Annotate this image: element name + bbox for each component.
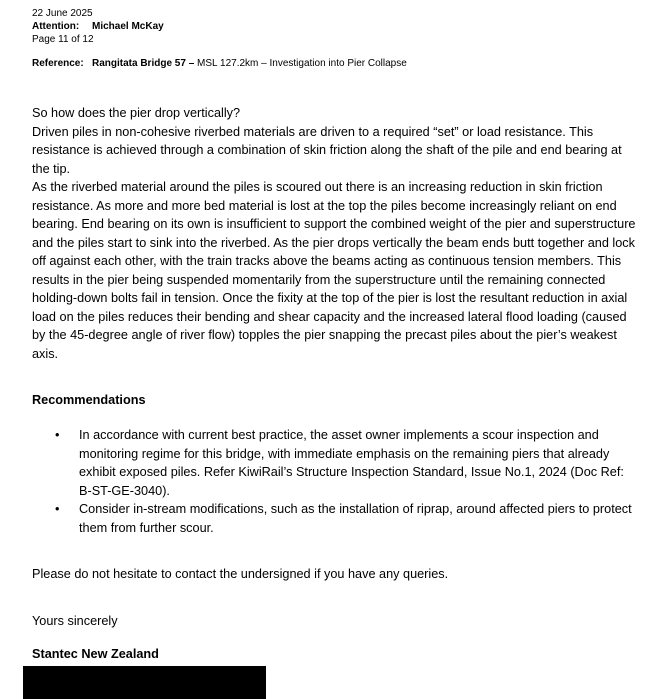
body-paragraph-1: So how does the pier drop vertically? Driven piles in non-cohesive riverbed materials are driven to a required “set” or load resistance. This resistance is achieved through a combination of skin friction along the shaft of the pile and end bearing at the tip. [32, 106, 622, 176]
attention-value: Michael McKay [92, 21, 164, 32]
recommendations-list [32, 426, 640, 537]
bullet-icon: • [55, 502, 60, 516]
attention-label: Attention: [32, 21, 80, 32]
list-item-text: Consider in-stream modifications, such as the installation of riprap, around affected piers to protect them from further scour. [79, 502, 632, 535]
contact-sentence: Please do not hesitate to contact the undersigned if you have any queries. [32, 567, 449, 581]
body-paragraph-2: As the riverbed material around the piles is scoured out there is an increasing reduction in skin friction resistance. As more and more bed material is lost at the top the piles become increasingly reliant on end bearing. End bearing on its own is insufficient to support the combined weight of the pier and superstructure and the piles start to sink into the riverbed. As the pier drops vertically the beam ends butt together and lock off against each other, with the train tracks above the beams acting as continuous tension members. This results in the pier being suspended momentarily from the superstructure until the remaining connected holding-down bolts fail in tension. Once the fixity at the top of the pier is lost the resultant reduction in axial load on the piles reduces their bending and shear capacity and the increased lateral flood loading (caused by the 45-degree angle of river flow) topples the pier snapping the precast piles about the pier’s weakest axis. [32, 180, 636, 361]
list-item-text: In accordance with current best practice, the asset owner implements a scour inspection and monitoring regime for this bridge, with immediate emphasis on the remaining piers that already exhibit exposed piles. Refer KiwiRail’s Structure Inspection Standard, Issue No.1, 2024 (Doc Ref: B-ST-GE-3040). [79, 428, 624, 498]
recommendations-heading: Recommendations [32, 393, 146, 407]
list-item [32, 426, 640, 500]
bullet-icon: • [55, 428, 60, 442]
company-name: Stantec New Zealand [32, 647, 159, 661]
reference-bold: Rangitata Bridge 57 – [92, 58, 195, 69]
attention-line [32, 21, 164, 33]
reference-label: Reference: [32, 58, 84, 69]
redaction-block [23, 666, 266, 699]
reference-line [32, 58, 407, 70]
reference-text: MSL 127.2km – Investigation into Pier Collapse [194, 58, 407, 69]
list-item [32, 500, 640, 537]
page-number: Page 11 of 12 [32, 34, 94, 45]
letter-date: 22 June 2025 [32, 8, 93, 19]
signoff: Yours sincerely [32, 614, 118, 628]
